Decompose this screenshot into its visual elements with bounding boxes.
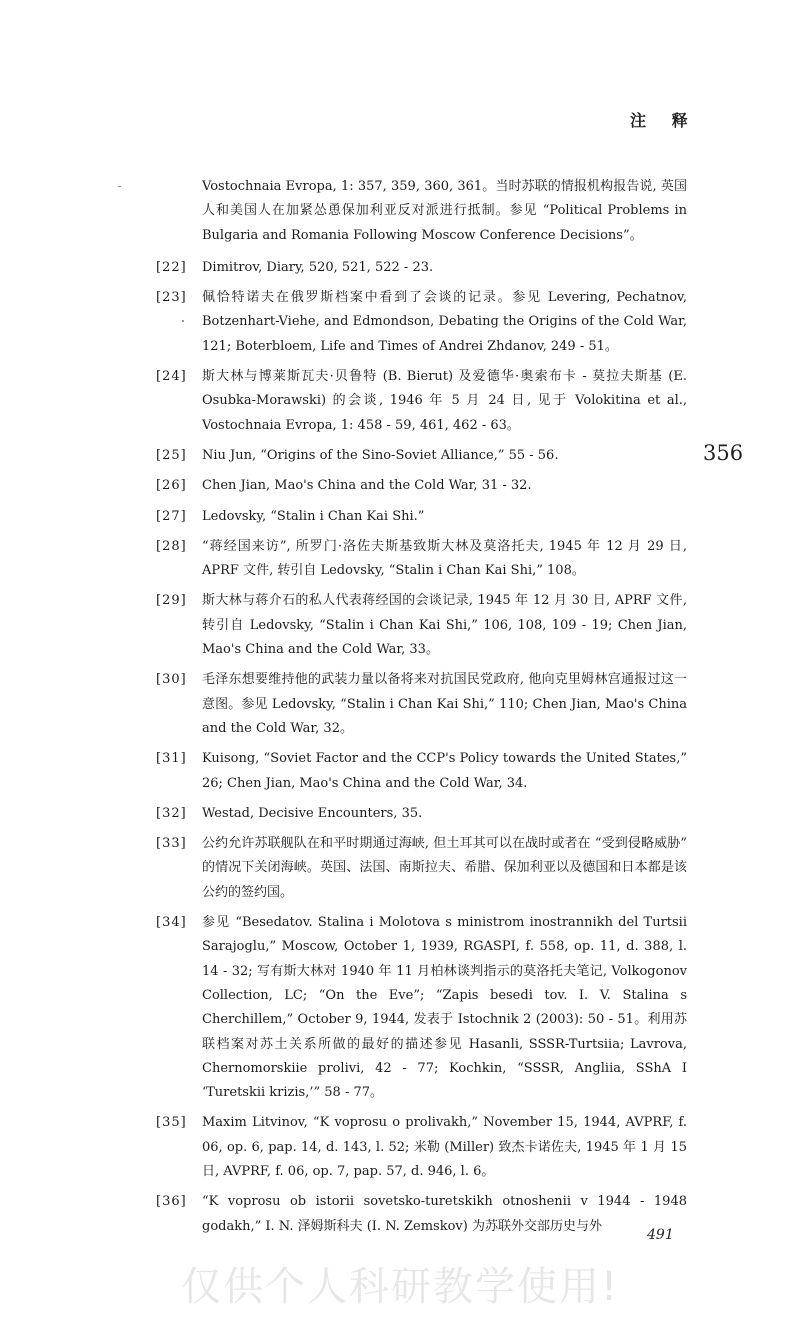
- note-text: Dimitrov, Diary, 520, 521, 522 - 23.: [202, 259, 434, 275]
- note-number: [24]: [156, 369, 187, 385]
- page-number: 491: [647, 1227, 674, 1243]
- note-27: [142, 505, 687, 529]
- note-36: [142, 1190, 687, 1239]
- note-text: 佩恰特诺夫在俄罗斯档案中看到了会谈的记录。参见 Levering, Pechatnov, Botzenhart-Viehe, and Edmondson, Debating the Origins of the Cold War, 121; Boterbloem, Life and Times of Andrei Zhdanov, 249 - 51。: [202, 290, 687, 354]
- note-31: [142, 747, 687, 796]
- note-text: Ledovsky, “Stalin i Chan Kai Shi.”: [202, 508, 425, 524]
- note-number: [30]: [156, 672, 187, 688]
- note-29: [142, 589, 687, 662]
- note-33: [142, 832, 687, 905]
- note-number: [35]: [156, 1115, 187, 1131]
- note-30: [142, 668, 687, 741]
- note-text: 参见 “Besedatov. Stalina i Molotova s ministrom inostrannikh del Turtsii Sarajoglu,” Moscow, October 1, 1939, RGASPI, f. 558, op. 11, d. 388, l. 14 - 32; 写有斯大林对 1940 年 11 月柏林谈判指示的莫洛托夫笔记, Volkogonov Collection, LC; “On the Eve”; “Zapis besedi tov. I. V. Stalina s Cherchillem,” October 9, 1944, 发表于 Istochnik 2 (2003): 50 - 51。利用苏联档案对苏土关系所做的最好的描述参见 Hasanli, SSSR-Turtsiia; Lavrova, Chernomorskiie prolivi, 42 - 77; Kochkin, “SSSR, Angliia, SShA I ‘Turetskii krizis,’” 58 - 77。: [202, 915, 687, 1101]
- note-text: Maxim Litvinov, “K voprosu o prolivakh,” November 15, 1944, AVPRF, f. 06, op. 6, pap. 14, d. 143, l. 52; 米勒 (Miller) 致杰卡诺佐夫, 1945 年 1 月 15 日, AVPRF, f. 06, op. 7, pap. 57, d. 946, l. 6。: [202, 1115, 687, 1179]
- note-25: [142, 444, 687, 468]
- note-number: [31]: [156, 751, 187, 767]
- note-23: [142, 286, 687, 359]
- note-text: Kuisong, “Soviet Factor and the CCP's Policy towards the United States,” 26; Chen Jian, Mao's China and the Cold War, 34.: [202, 751, 687, 791]
- note-text: 斯大林与蒋介石的私人代表蒋经国的会谈记录, 1945 年 12 月 30 日, APRF 文件, 转引自 Ledovsky, “Stalin i Chan Kai Shi,” 106, 108, 109 - 19; Chen Jian, Mao's China and the Cold War, 33。: [202, 593, 687, 658]
- note-number: [36]: [156, 1194, 187, 1210]
- note-text: Vostochnaia Evropa, 1: 357, 359, 360, 361。当时苏联的情报机构报告说, 英国人和美国人在加紧怂恿保加利亚反对派进行抵制。参见 “Political Problems in Bulgaria and Romania Following Moscow Conference Decisions”。: [202, 179, 687, 243]
- note-number: [33]: [156, 836, 187, 852]
- note-28: [142, 535, 687, 584]
- note-24: [142, 365, 687, 438]
- note-35: [142, 1111, 687, 1184]
- note-number: [34]: [156, 915, 187, 931]
- note-text: Westad, Decisive Encounters, 35.: [202, 805, 423, 821]
- scan-speck: [118, 186, 121, 187]
- note-number: [29]: [156, 593, 187, 609]
- note-32: [142, 802, 687, 826]
- note-number: [25]: [156, 447, 187, 463]
- note-number: [32]: [156, 805, 187, 821]
- note-text: 毛泽东想要维持他的武装力量以备将来对抗国民党政府, 他向克里姆林宫通报过这一意图。参见 Ledovsky, “Stalin i Chan Kai Shi,” 110; Chen Jian, Mao's China and the Cold War, 32。: [202, 672, 687, 736]
- margin-page-reference: 356: [703, 441, 744, 465]
- note-34: [142, 911, 687, 1105]
- note-number: [28]: [156, 538, 187, 554]
- note-text: “蒋经国来访”, 所罗门·洛佐夫斯基致斯大林及莫洛托夫, 1945 年 12 月 29 日, APRF 文件, 转引自 Ledovsky, “Stalin i Chan Kai Shi,” 108。: [202, 538, 687, 579]
- note-number: [26]: [156, 478, 187, 494]
- note-text: 公约允许苏联舰队在和平时期通过海峡, 但土耳其可以在战时或者在 “受到侵略威胁” 的情况下关闭海峡。英国、法国、南斯拉夫、希腊、保加利亚以及德国和日本都是该公约的签约国。: [202, 836, 687, 900]
- note-text: 斯大林与博莱斯瓦夫·贝鲁特 (B. Bierut) 及爱德华·奥索布卡 - 莫拉夫斯基 (E. Osubka-Morawski) 的会谈, 1946 年 5 月 24 日, 见于 Volokitina et al., Vostochnaia Evropa, 1: 458 - 59, 461, 462 - 63。: [202, 369, 687, 433]
- notes-list: [142, 175, 687, 1245]
- note-22: [142, 256, 687, 280]
- watermark: 仅供个人科研教学使用!: [180, 1264, 620, 1310]
- note-number: [22]: [156, 259, 187, 275]
- note-number: [23]: [156, 290, 187, 306]
- note-text: Niu Jun, “Origins of the Sino-Soviet Alliance,” 55 - 56.: [202, 447, 559, 463]
- note-text: Chen Jian, Mao's China and the Cold War, 31 - 32.: [202, 478, 532, 494]
- note-continuation: [142, 175, 687, 248]
- note-26: [142, 474, 687, 498]
- note-number: [27]: [156, 508, 187, 524]
- note-text: “K voprosu ob istorii sovetsko-turetskikh otnoshenii v 1944 - 1948 godakh,” I. N. 泽姆斯科夫 (I. N. Zemskov) 为苏联外交部历史与外: [202, 1194, 687, 1234]
- running-header: 注 释: [630, 111, 698, 130]
